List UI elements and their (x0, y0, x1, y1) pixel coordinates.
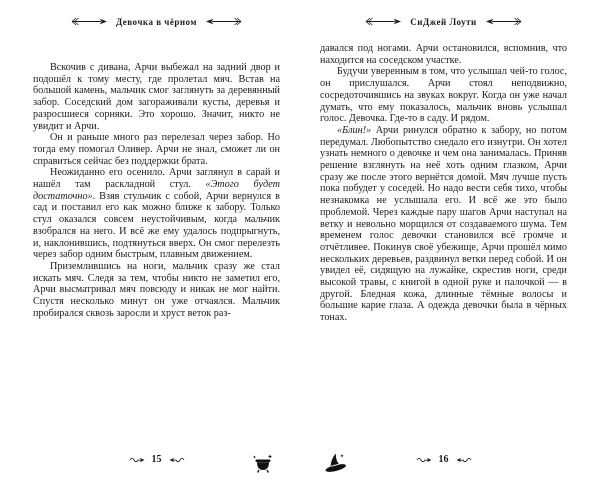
cauldron-icon (252, 452, 274, 474)
paragraph: Он и раньше много раз перелезал через забор. Но тогда ему помогал Оливер. Арчи не знал, сможет ли он справиться сейчас без поддержки брата. (33, 132, 280, 167)
paragraph: Вскочив с дивана, Арчи выбежал на задний двор и подошёл к тому месту, где пролетал мяч. Встав на большой камень, мальчик смог заглянуть за деревянный забор. Соседский дом загораживали кусты, деревья и разросшиеся сорняки. Это хорошо. Значит, никто не увидит и Арчи. (33, 62, 280, 132)
footer-ornaments (252, 452, 348, 474)
arrow-ornament-icon (485, 17, 523, 26)
paragraph-segment: . Взяв стульчик с собой, Арчи вернулся в сад и поставил его как можно ближе к забору. Только стул оказался совсем неустойчивым, когда мальчик взобрался на него. И всё же ему удалось подпрыгнуть, и, наклонившись, подтянуться вверх. Он смог перелезть через забор одним быстрым, плавным движением. (33, 190, 280, 261)
book-title-header: Девочка в чёрном (115, 16, 198, 27)
author-header: СиДжей Лоути (410, 16, 477, 27)
paragraph: давался под ногами. Арчи остановился, вспомнив, что находится на соседском участке. (320, 43, 567, 66)
witch-hat-icon (320, 449, 351, 477)
paragraph (33, 167, 280, 261)
paragraph-segment: Неожиданно его осенило. Арчи заглянул в сарай и нашёл там раскладной стул. (33, 167, 280, 191)
page-number: 16 (438, 454, 449, 465)
page-header-left (33, 15, 280, 28)
page-left (33, 15, 280, 467)
page-header-right (320, 15, 567, 28)
arrow-ornament-icon (205, 17, 243, 26)
italic-phrase: «Блин!» (337, 124, 372, 136)
flourish-arrow-icon (456, 456, 472, 464)
italic-phrase: «Этого будет достаточно» (33, 179, 280, 202)
flourish-arrow-icon (416, 456, 432, 464)
arrow-ornament-icon (364, 17, 402, 26)
page-text-left (33, 62, 280, 319)
paragraph-segment: Арчи ринулся обратно к забору, но потом передумал. Любопытство снедало его изнутри. Он хотел узнать немного о девочке и чем она занималась. Приняв решение взглянуть на неё хоть одним глазком, Арчи сразу же после этого вернётся домой. Мяч лучше пусть пока побудет у соседей. Но надо вести себя тихо, чтобы незнакомка не услышала его. И всё же это было проблемой. Через каждые пару шагов Арчи наступал на ветку и невольно морщился от создаваемого шума. Тем временем голос девочки становился всё громче и отчётливее. Покинув своё убежище, Арчи прошёл мимо нескольких деревьев, раздвинул ветки перед собой. И он увидел её, сидящую на лужайке, скрестив ноги, среди высокой травы, с книгой в одной руке и палочкой — в другой. Бледная кожа, длинные тёмные волосы и большие карие глаза. А одежда девочки была в чёрных тонах. (320, 124, 567, 324)
page-right (320, 15, 567, 467)
flourish-arrow-icon (129, 456, 145, 464)
page-footer-right (320, 454, 567, 465)
paragraph (320, 125, 567, 324)
paragraph: Будучи уверенным в том, что услышал чей-то голос, он прислушался. Арчи стоял неподвижно, сосредоточившись на звуках вокруг. Когда он уже начал думать, что ему показалось, мальчик вновь услышал голос. Девочка. Где-то в саду. И рядом. (320, 66, 567, 125)
page-number: 15 (151, 454, 162, 465)
arrow-ornament-icon (70, 17, 108, 26)
page-footer-left (33, 454, 280, 465)
flourish-arrow-icon (169, 456, 185, 464)
page-text-right (320, 43, 567, 324)
paragraph: Приземлившись на ноги, мальчик сразу же стал искать мяч. Следя за тем, чтобы никто не заметил его, Арчи высматривал мяч повсюду и никак не мог найти. Спустя несколько минут он уже отчаялся. Мальчик пробирался сквозь заросли и хруст веток раз- (33, 260, 280, 319)
